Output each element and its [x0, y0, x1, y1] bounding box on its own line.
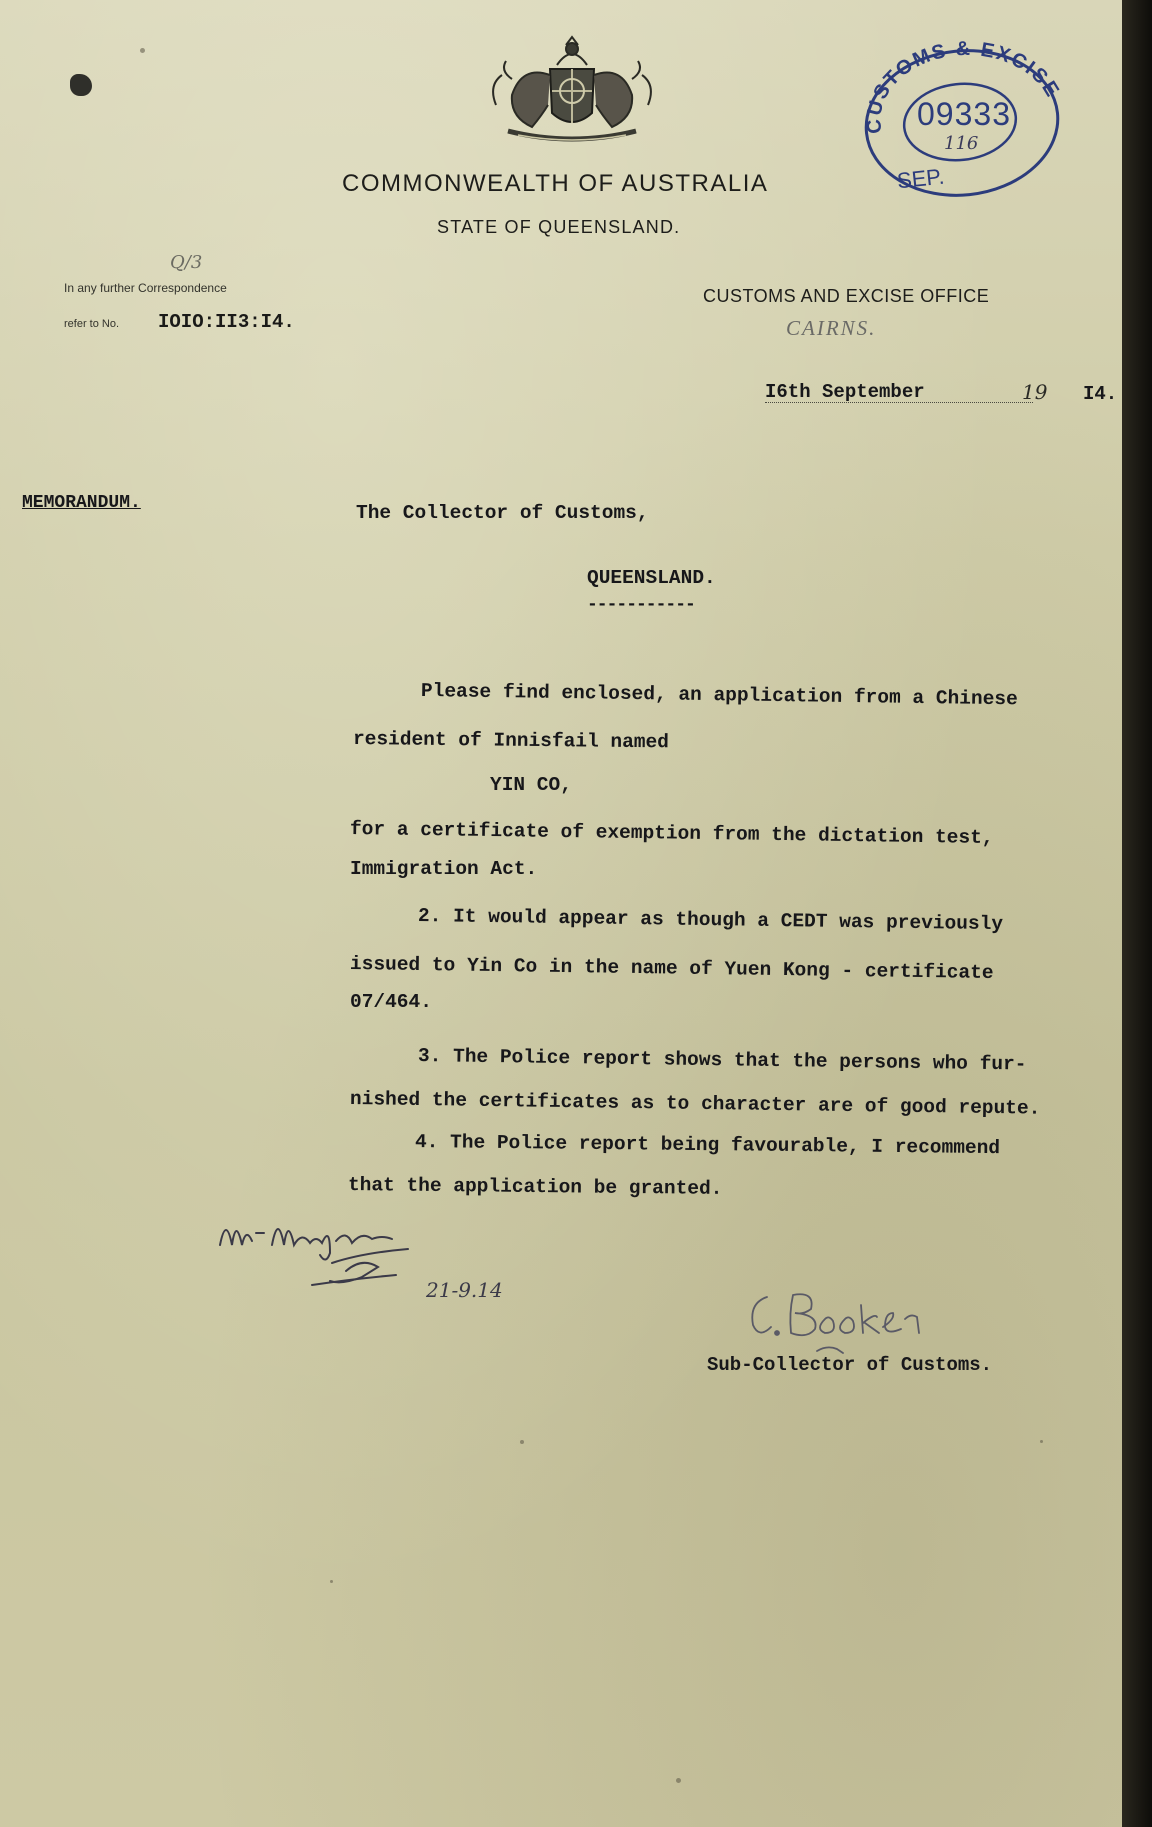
body-line: that the application be granted. [347, 1174, 723, 1200]
date-dotted-line [765, 402, 1033, 403]
region-underline: ----------- [587, 595, 695, 615]
body-line: 07/464. [350, 991, 432, 1013]
letter-date: I6th September [765, 381, 925, 403]
body-line: Immigration Act. [350, 858, 538, 880]
letterhead-state: STATE OF QUEENSLAND. [437, 217, 681, 237]
handwritten-signature-right [745, 1283, 1005, 1363]
refer-to-label: refer to No. [64, 318, 120, 330]
body-line-applicant-name: YIN CO, [490, 774, 572, 796]
reference-number: IOIO:II3:I4. [158, 311, 295, 333]
body-line: issued to Yin Co in the name of Yuen Kong - certificate [349, 953, 994, 984]
stamp-number: 09333 [917, 96, 1011, 132]
scan-edge-shadow [1122, 0, 1152, 1827]
body-line: resident of Innisfail named [352, 728, 670, 754]
memorandum-label: MEMORANDUM. [22, 493, 141, 513]
body-line: nished the certificates as to character are of good repute. [349, 1088, 1041, 1120]
body-line: 2. It would appear as though a CEDT was previously [417, 905, 1004, 936]
body-line: 3. The Police report shows that the persons who fur- [417, 1045, 1027, 1076]
correspondence-note: In any further Correspondence [64, 281, 227, 295]
stamp-handwritten-number: 116 [944, 133, 979, 154]
body-line: 4. The Police report being favourable, I recommend [414, 1131, 1001, 1160]
stamp-ring-text: CUSTOMS & EXCISE [862, 38, 1064, 135]
customs-receipt-stamp [852, 38, 1072, 208]
body-line: Please find enclosed, an application from a Chinese [420, 680, 1018, 711]
office-location: CAIRNS. [786, 316, 877, 340]
coat-of-arms-emblem [482, 35, 662, 147]
stamp-date-text: SEP. [895, 163, 946, 194]
letterhead-title: COMMONWEALTH OF AUSTRALIA [342, 170, 769, 197]
date-year: I4. [1083, 383, 1118, 405]
date-century-handwritten: 19 [1022, 380, 1048, 404]
body-line: for a certificate of exemption from the dictation test, [349, 818, 994, 849]
addressee-region: QUEENSLAND. [587, 567, 716, 589]
handwritten-date: 21-9.14 [426, 1278, 503, 1302]
office-name: CUSTOMS AND EXCISE OFFICE [703, 286, 990, 306]
addressee-line: The Collector of Customs, [356, 502, 649, 524]
sub-collector-title: Sub-Collector of Customs. [707, 1354, 993, 1376]
handwritten-reference: Q/3 [170, 252, 203, 273]
handwritten-signature-left [212, 1205, 582, 1315]
